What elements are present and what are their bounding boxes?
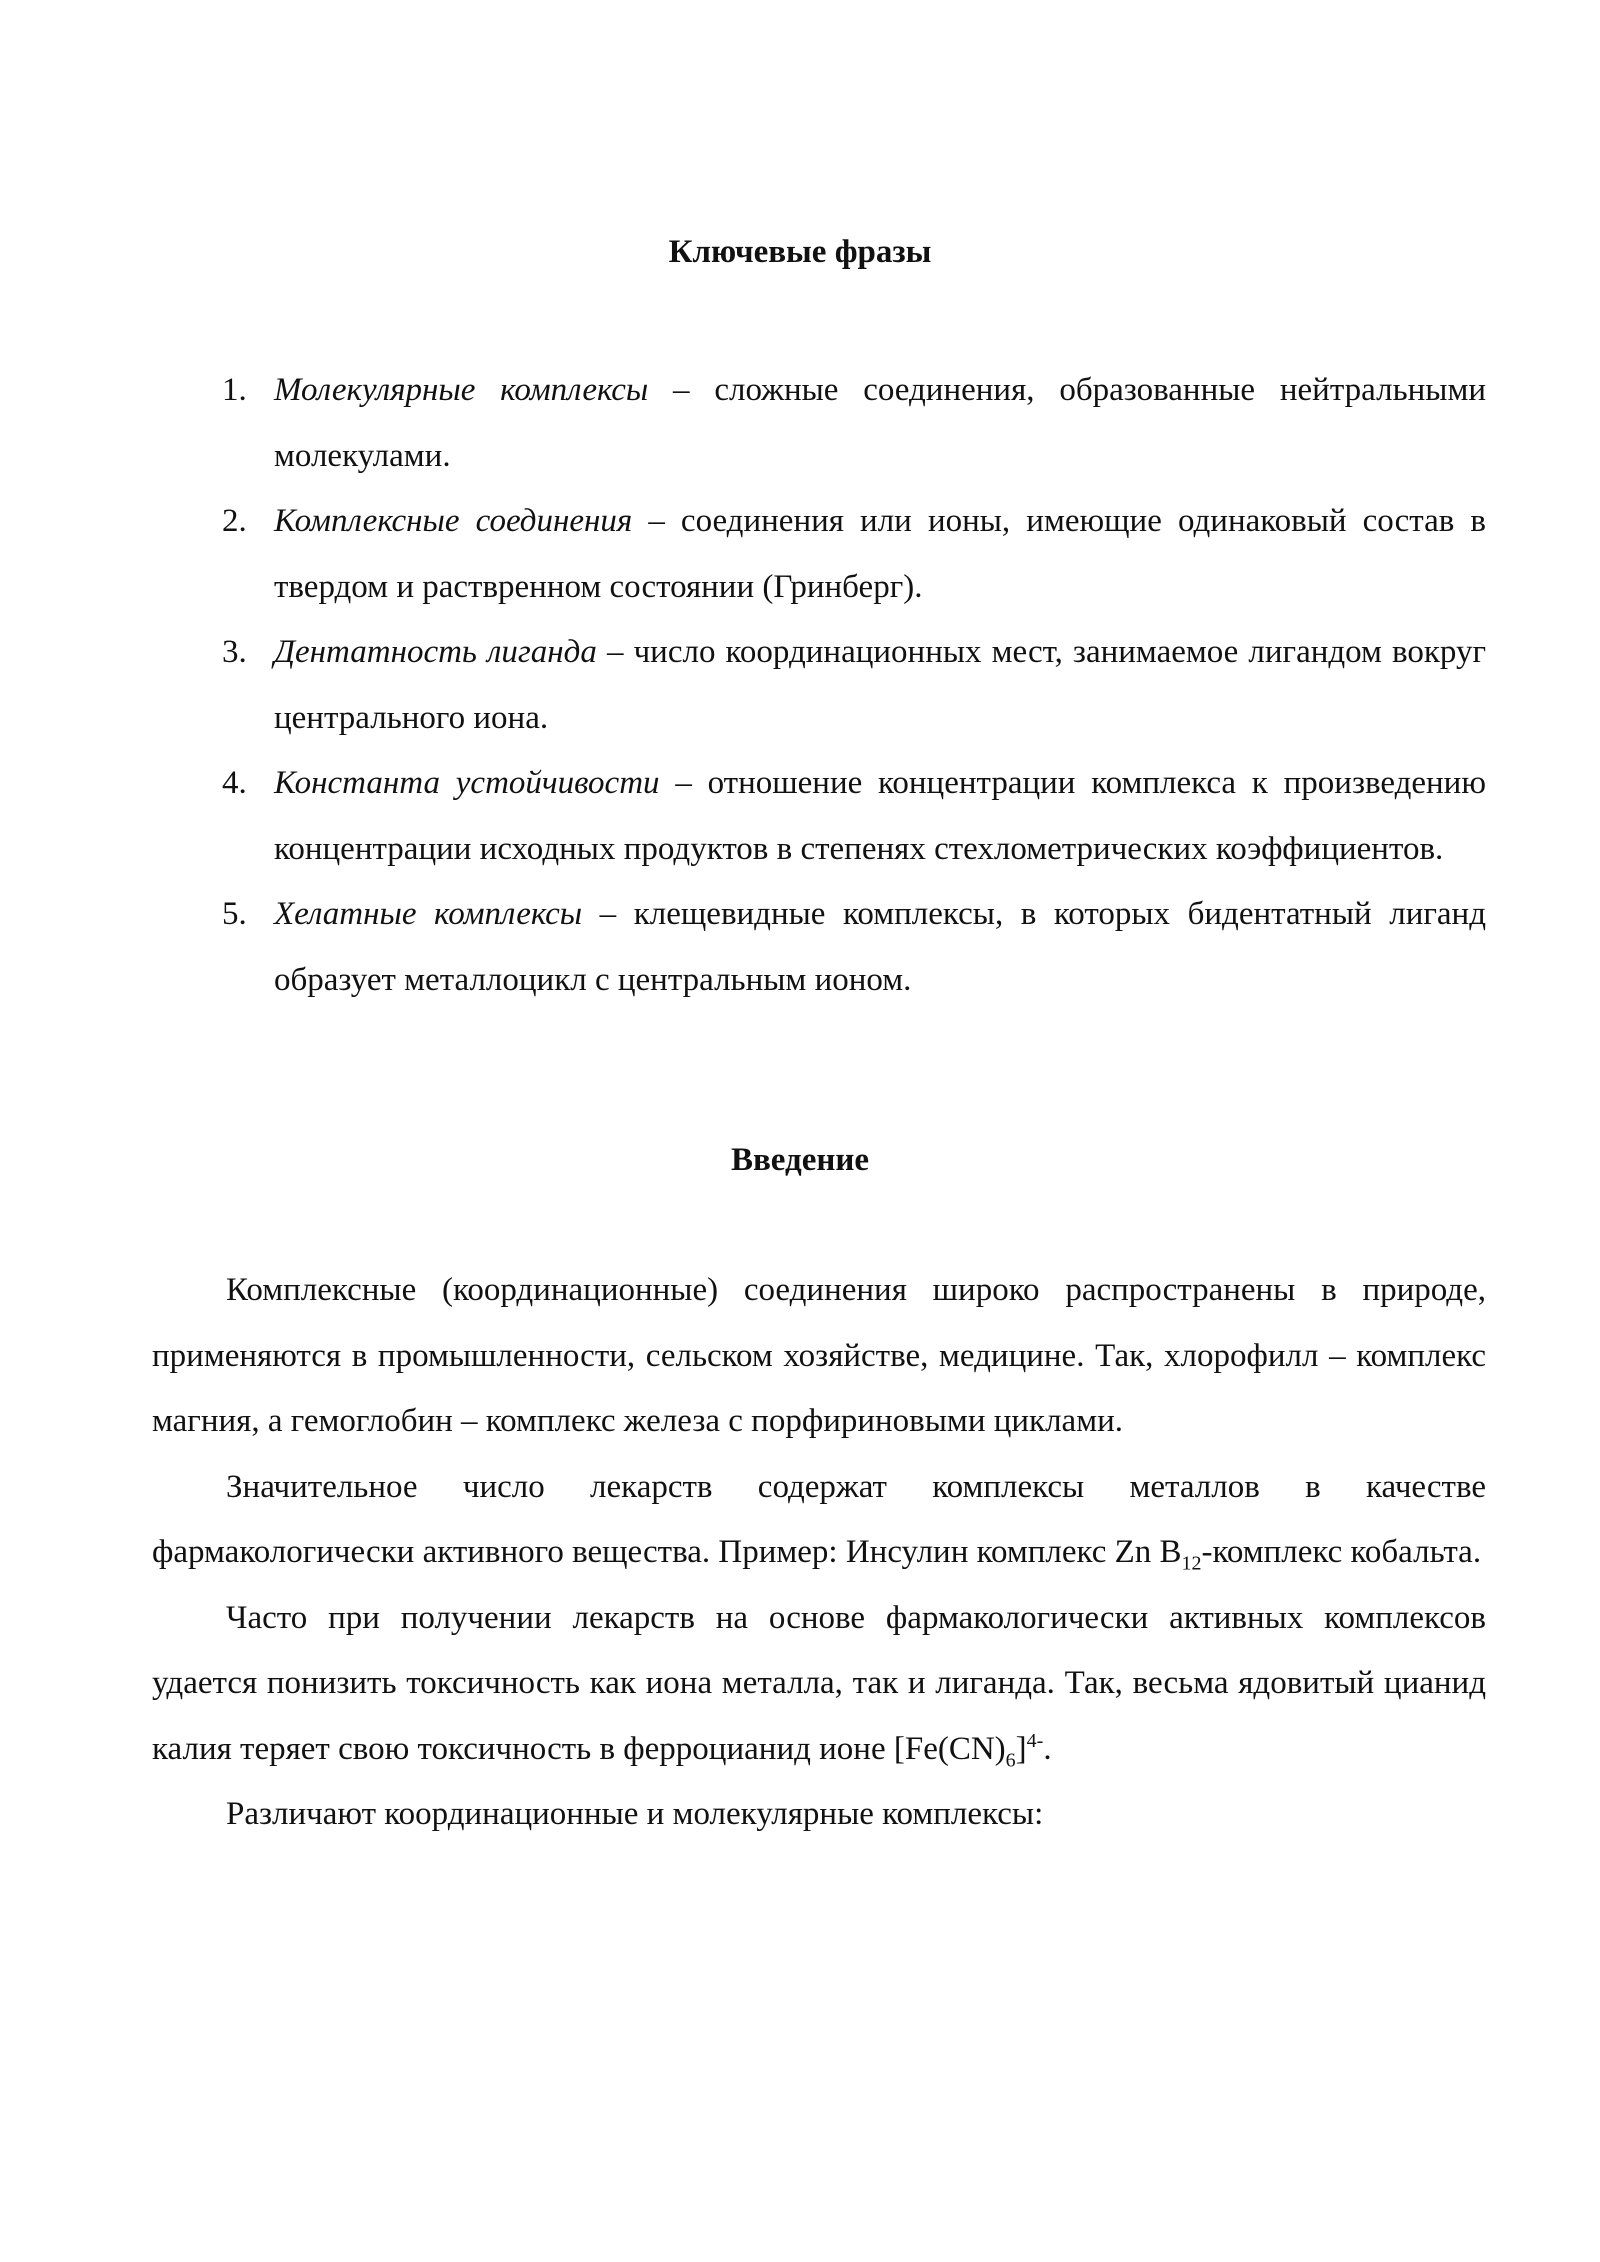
term: Комплексные соединения [274,503,633,539]
list-number: 2. [222,503,247,539]
definition: – число координационных мест, занимаемое лигандом вокруг центрального иона. [274,634,1487,736]
definition: – отношение концентрации комплекса к произведению концентрации исходных продуктов в степенях стехлометрических коэффициентов. [274,765,1486,867]
paragraph-text: ] [1015,1730,1027,1767]
key-phrase-item [222,751,1486,882]
paragraph-text: Часто при получении лекарств на основе фармакологически активных комплексов удается понизить токсичность как иона металла, так и лиганда. Так, весьма ядовитый цианид калия теряет свою токсичность в ферроцианид ионе [Fe(CN) [152,1599,1486,1767]
key-phrase-item [222,489,1486,620]
list-number: 1. [222,372,247,408]
definition: – клещевидные комплексы, в которых бидентатный лиганд образует металлоцикл с центральным ионом. [274,896,1486,998]
key-phrase-item [222,882,1486,1013]
introduction-body [152,1258,1486,1848]
list-number: 5. [222,896,247,932]
paragraph [152,1586,1486,1783]
paragraph-text: . [1043,1730,1052,1767]
key-phrase-item [222,358,1486,489]
key-phrases-heading: Ключевые фразы [668,234,932,270]
paragraph-text: -комплекс кобальта. [1201,1534,1482,1570]
subscript: 12 [1181,1552,1202,1575]
definition: – сложные соединения, образованные нейтральными молекулами. [274,372,1486,474]
introduction-heading: Введение [730,1142,870,1178]
subscript: 6 [1005,1749,1016,1772]
paragraph: Различают координационные и молекулярные комплексы: [226,1796,1044,1832]
key-phrases-list [222,358,1486,1013]
list-number: 4. [222,765,247,801]
superscript: 4- [1026,1729,1044,1752]
paragraph-text: Значительное число лекарств содержат комплексы металлов в качестве фармакологически активного вещества. Пример: Инсулин комплекс Zn B [152,1468,1486,1570]
paragraph: Комплексные (координационные) соединения широко распространены в природе, применяются в промышленности, сельском хозяйстве, медицине. Так, хлорофилл – комплекс магния, а гемоглобин – комплекс железа с порфириновыми циклами. [152,1272,1486,1439]
definition: – соединения или ионы, имеющие одинаковый состав в твердом и раствренном состоянии (Гринберг). [274,503,1487,605]
term: Константа устойчивости [274,765,660,801]
list-number: 3. [222,634,247,670]
paragraph [152,1455,1486,1586]
term: Молекулярные комплексы [274,372,649,408]
term: Дентатность лиганда [274,634,597,670]
key-phrase-item [222,620,1486,751]
term: Хелатные комплексы [274,896,583,932]
